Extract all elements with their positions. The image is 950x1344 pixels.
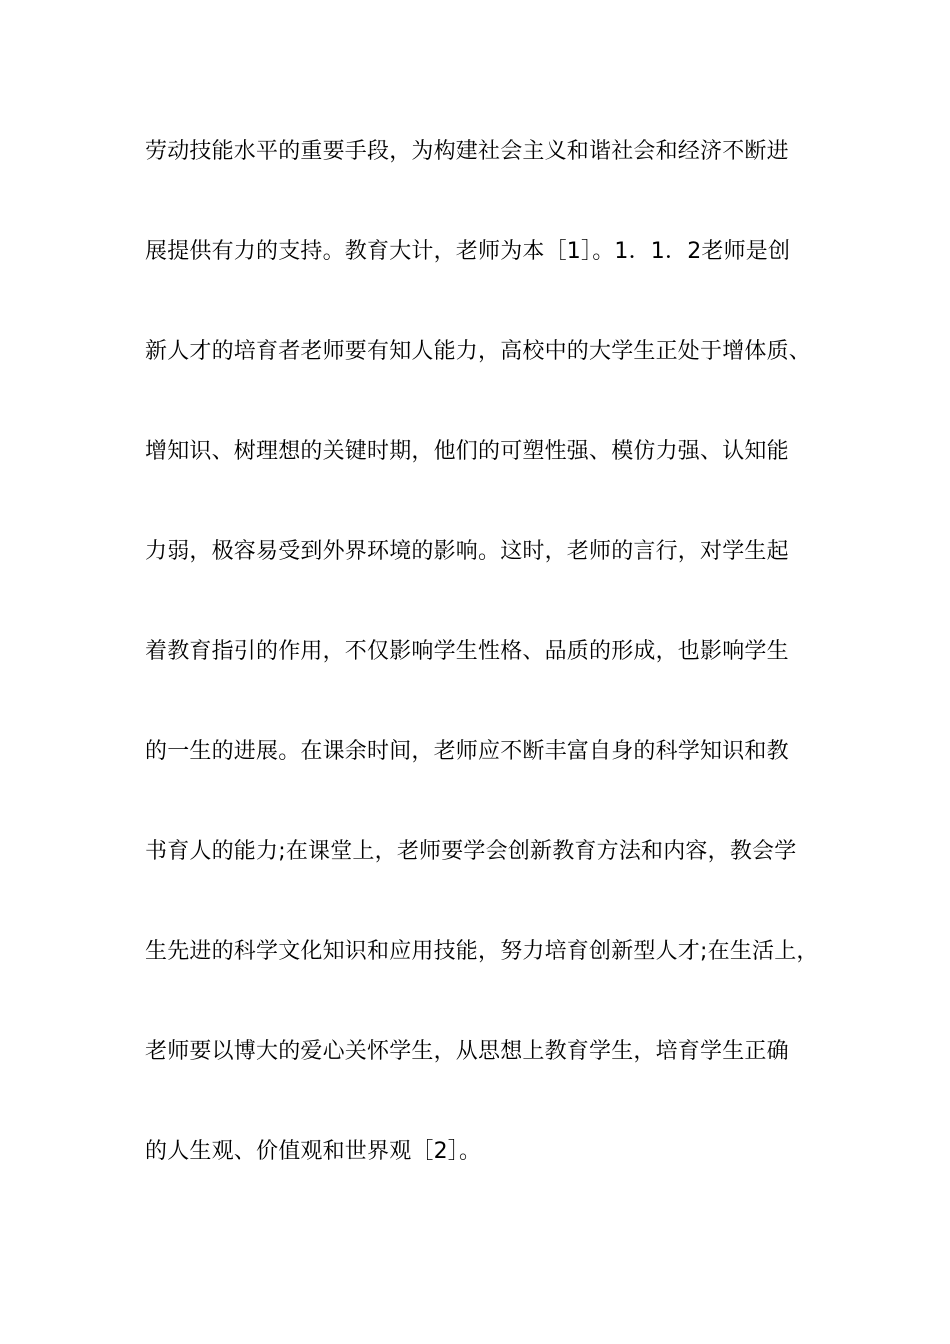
text-line-7: 的一生的进展。在课余时间，老师应不断丰富自身的科学知识和教 bbox=[145, 739, 789, 764]
text-line-8: 书育人的能力;在课堂上，老师要学会创新教育方法和内容，教会学 bbox=[145, 839, 797, 864]
text-line-2: 展提供有力的支持。教育大计，老师为本［1］。1．1．2老师是创 bbox=[145, 239, 791, 264]
text-line-10: 老师要以博大的爱心关怀学生，从思想上教育学生，培育学生正确 bbox=[145, 1039, 789, 1064]
text-line-3: 新人才的培育者老师要有知人能力，高校中的大学生正处于增体质、 bbox=[145, 339, 812, 364]
text-line-1: 劳动技能水平的重要手段，为构建社会主义和谐社会和经济不断进 bbox=[145, 139, 789, 164]
text-line-4: 增知识、树理想的关键时期，他们的可塑性强、模仿力强、认知能 bbox=[145, 439, 789, 464]
text-line-5: 力弱，极容易受到外界环境的影响。这时，老师的言行，对学生起 bbox=[145, 539, 789, 564]
body-text bbox=[145, 128, 845, 1228]
text-line-9: 生先进的科学文化知识和应用技能，努力培育创新型人才;在生活上， bbox=[145, 939, 819, 964]
text-line-6: 着教育指引的作用，不仅影响学生性格、品质的形成，也影响学生 bbox=[145, 639, 789, 664]
text-line-11: 的人生观、价值观和世界观［2］。 bbox=[145, 1139, 482, 1164]
